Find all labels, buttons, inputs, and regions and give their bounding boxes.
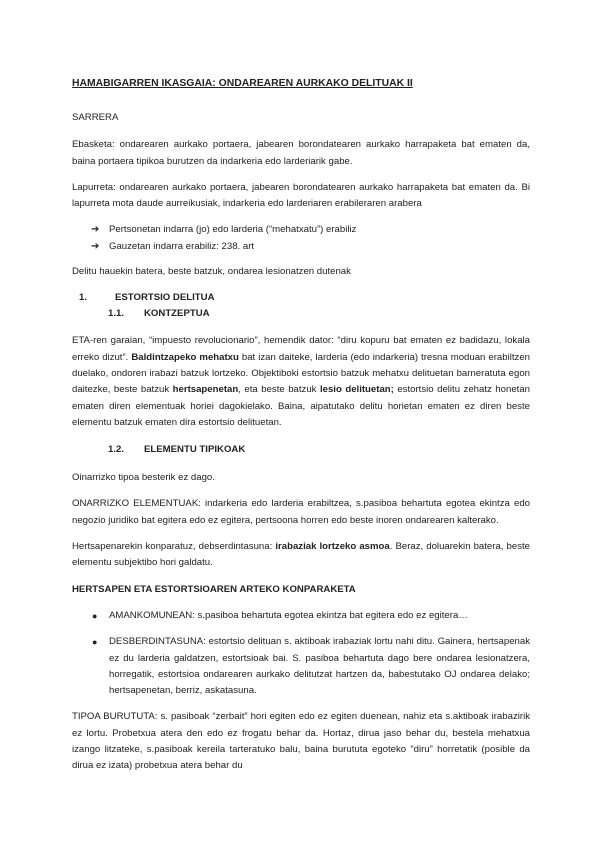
arrow-item-text: Pertsonetan indarra (jo) edo larderia (“mehatxatu”) erabiliz	[109, 224, 357, 236]
arrow-icon: ➔	[91, 240, 100, 252]
section-label: KONTZEPTUA	[144, 308, 210, 320]
text-run: estortsio delitu zehatz honetan ematen diren elementuak horiei dagokielako. Baina, aipatutako delitu horietan ematen ez diren beste elementu batzuk ematen dira estortsio delituetan.	[72, 384, 530, 428]
text-run: ETA-ren garaian, “impuesto revolucionario”, hemendik dator: “diru kopuru bat ematen ez badidazu, lokala erreko dizut”.	[72, 335, 530, 363]
onarrizko-elementuak-paragraph: ONARRIZKO ELEMENTUAK: indarkeria edo larderia erabiltzea, s.pasiboa behartuta egotea ekintza edo negozio juridiko bat egitera edo ez egitera, pertsoona horren edo beste inoren ondarearen kalterako.	[72, 498, 530, 526]
arrow-item-text: Gauzetan indarra erabiliz: 238. art	[109, 240, 255, 252]
konparaketa-heading: HERTSAPEN ETA ESTORTSIOAREN ARTEKO KONPARAKETA	[72, 583, 356, 595]
bullet-list-item	[92, 634, 530, 699]
section-label: ELEMENTU TIPIKOAK	[144, 444, 246, 456]
document-title: HAMABIGARREN IKASGAIA: ONDAREAREN AURKAKO DELITUAK II	[72, 78, 413, 89]
text-run: , eta beste batzuk	[238, 384, 320, 396]
bullet-icon: ●	[92, 610, 98, 621]
bold-run: Baldintzapeko mehatxu	[131, 351, 239, 363]
bullet-icon: ●	[92, 637, 98, 648]
arrow-list-item	[91, 239, 530, 255]
bullet-text: AMANKOMUNEAN: s.pasiboa behartuta egotea ekintza bat egitera edo ez egitera…	[109, 609, 468, 621]
bold-run: hertsapenetan	[172, 384, 239, 396]
section-label: ESTORTSIO DELITUA	[115, 292, 215, 304]
ebasketa-paragraph: Ebasketa: ondarearen aurkako portaera, jabearen borondatearen aurkako harrapaketa bat ematen da, baina portaera tipikoa burutzen da indarkeria edo larderiarik gabe.	[72, 139, 530, 167]
document-page	[72, 76, 530, 775]
delitu-hauek-paragraph: Delitu hauekin batera, beste batzuk, ondarea lesionatzen dutenak	[72, 266, 351, 278]
section-1-1-heading	[72, 306, 530, 322]
bold-run: irabaziak lortzeko asmoa	[275, 541, 390, 553]
hertsapen-paragraph	[72, 539, 530, 572]
section-1-2-heading	[72, 442, 530, 458]
section-number: 1.	[79, 292, 88, 304]
bold-run: lesio delituetan;	[319, 384, 394, 396]
lapurreta-paragraph: Lapurreta: ondarearen aurkako portaera, jabearen borondatearen aurkako harrapaketa bat ematen da. Bi lapurreta mota daude aurreikusiak, indarkeria edo larderiaren erabileraren arabera	[72, 181, 530, 210]
bullet-text: DESBERDINTASUNA: estortsio delituan s. aktiboak irabaziak lortu nahi ditu. Gainera, hertsapenak ez du larderia galdatzen, estortsioak bai. S. pasiboa behartuta dago bere ondarea lesionatzera, horregatik, estortsioa ondarearen aurkako delitutzat hartzen da, babestutako OJ ondarea delako; hertsapenetan, berriz, askatasuna.	[109, 636, 530, 697]
oinarrizko-paragraph: Oinarrizko tipoa besterik ez dago.	[72, 472, 215, 484]
eta-paragraph	[72, 333, 530, 431]
section-number: 1.1.	[108, 308, 125, 320]
text-run: Hertsapenarekin konparatuz, debserdintasuna:	[72, 541, 276, 553]
text-run: bat izan daiteke, larderia (edo indarkeria) tresna moduan erabiltzen duelako, ondoren irabazi batzuk lortzeko. Objektiboki estortsio batzuk mehatxu delituetan barneratuta egon daitezke, beste batzuk	[72, 351, 531, 396]
arrow-list-item	[91, 222, 530, 238]
tipoa-burututa-paragraph: TIPOA BURUTUTA: s. pasiboak “zerbait” hori egiten edo ez egiten duenean, nahiz eta s.aktiboak irabazirik ez lortu. Probetxua atera den edo ez frogatu behar da. Hortaz, dirua jaso behar du, bestela mehatxua izango litzateke, s.pasiboak kereila tarteratuko balu, baina burututa egoteko “diru” horretatik (posible da dirua ez izata) probetxua atera behar du	[72, 711, 530, 772]
section-1-heading	[72, 290, 530, 306]
arrow-icon: ➔	[91, 224, 100, 236]
section-number: 1.2.	[108, 444, 125, 456]
bullet-list-item	[92, 608, 530, 624]
sarrera-heading: SARRERA	[72, 112, 119, 123]
text-run: . Beraz, doluarekin batera, beste elementu subjektibo hori galdatu.	[72, 541, 530, 569]
